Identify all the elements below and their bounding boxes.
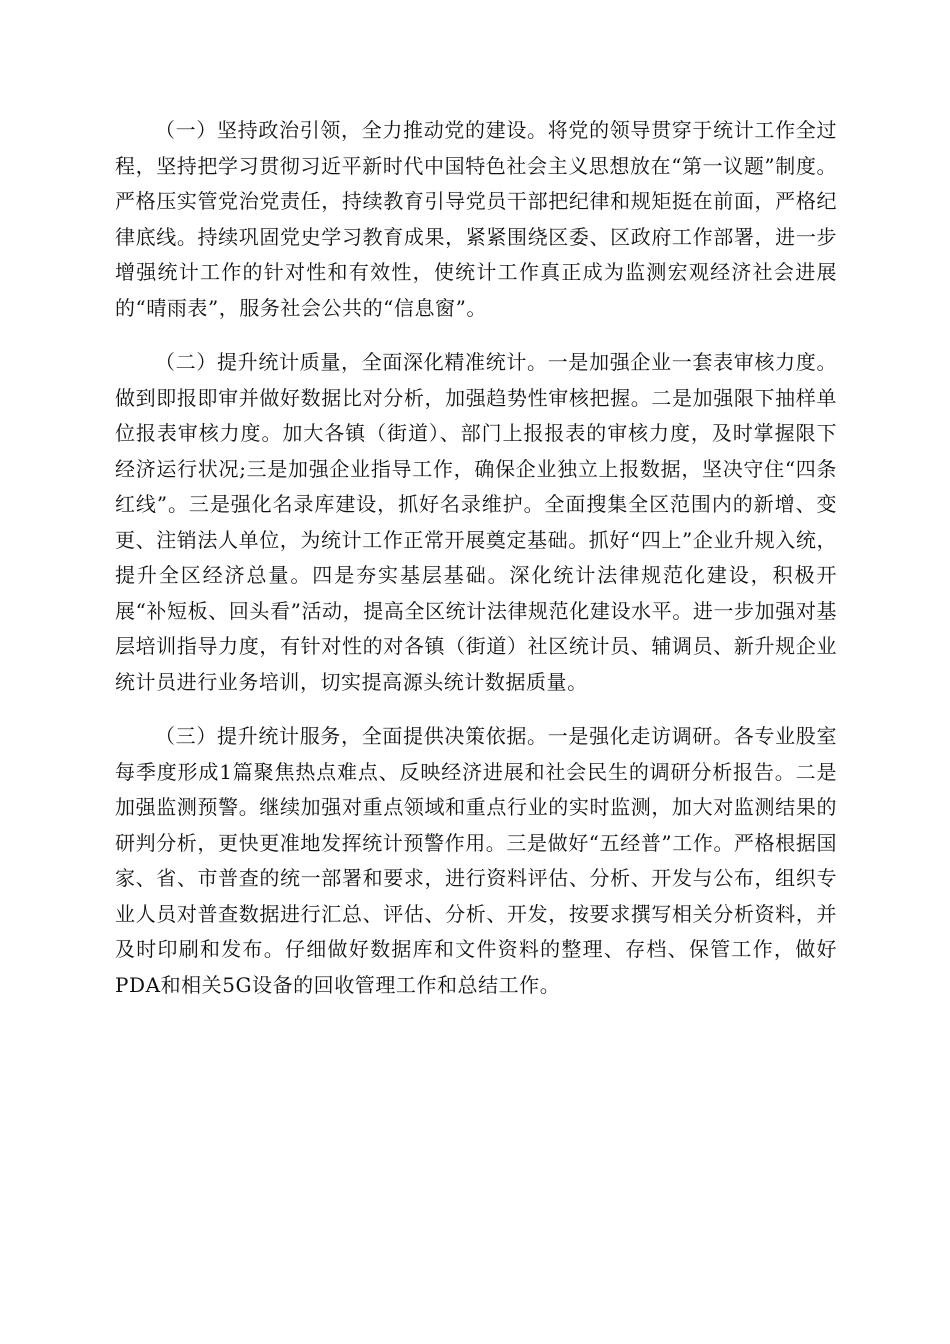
document-page xyxy=(115,113,837,1022)
paragraph-statistics-service: （三）提升统计服务，全面提供决策依据。一是强化走访调研。各专业股室每季度形成1篇聚焦热点难点、反映经济进展和社会民生的调研分析报告。二是加强监测预警。继续加强对重点领域和重点行业的实时监测，加大对监测结果的研判分析，更快更准地发挥统计预警作用。三是做好“五经普”工作。严格根据国家、省、市普查的统一部署和要求，进行资料评估、分析、开发与公布，组织专业人员对普查数据进行汇总、评估、分析、开发，按要求撰写相关分析资料，并及时印刷和发布。仔细做好数据库和文件资料的整理、存档、保管工作，做好PDA和相关5G设备的回收管理工作和总结工作。 xyxy=(115,724,837,997)
paragraph-statistics-quality: （二）提升统计质量，全面深化精准统计。一是加强企业一套表审核力度。做到即报即审并做好数据比对分析，加强趋势性审核把握。二是加强限下抽样单位报表审核力度。加大各镇（街道）、部门上报报表的审核力度，及时掌握限下经济运行状况;三是加强企业指导工作，确保企业独立上报数据，坚决守住“四条红线”。三是强化名录库建设，抓好名录维护。全面搜集全区范围内的新增、变更、注销法人单位，为统计工作正常开展奠定基础。抓好“四上”企业升规入统，提升全区经济总量。四是夯实基层基础。深化统计法律规范化建设，积极开展“补短板、回头看”活动，提高全区统计法律规范化建设水平。进一步加强对基层培训指导力度，有针对性的对各镇（街道）社区统计员、辅调员、新升规企业统计员进行业务培训，切实提高源头统计数据质量。 xyxy=(115,350,837,694)
paragraph-party-building: （一）坚持政治引领，全力推动党的建设。将党的领导贯穿于统计工作全过程，坚持把学习贯彻习近平新时代中国特色社会主义思想放在“第一议题”制度。严格压实管党治党责任，持续教育引导党员干部把纪律和规矩挺在前面，严格纪律底线。持续巩固党史学习教育成果，紧紧围绕区委、区政府工作部署，进一步增强统计工作的针对性和有效性，使统计工作真正成为监测宏观经济社会进展的“晴雨表”，服务社会公共的“信息窗”。 xyxy=(115,118,837,320)
